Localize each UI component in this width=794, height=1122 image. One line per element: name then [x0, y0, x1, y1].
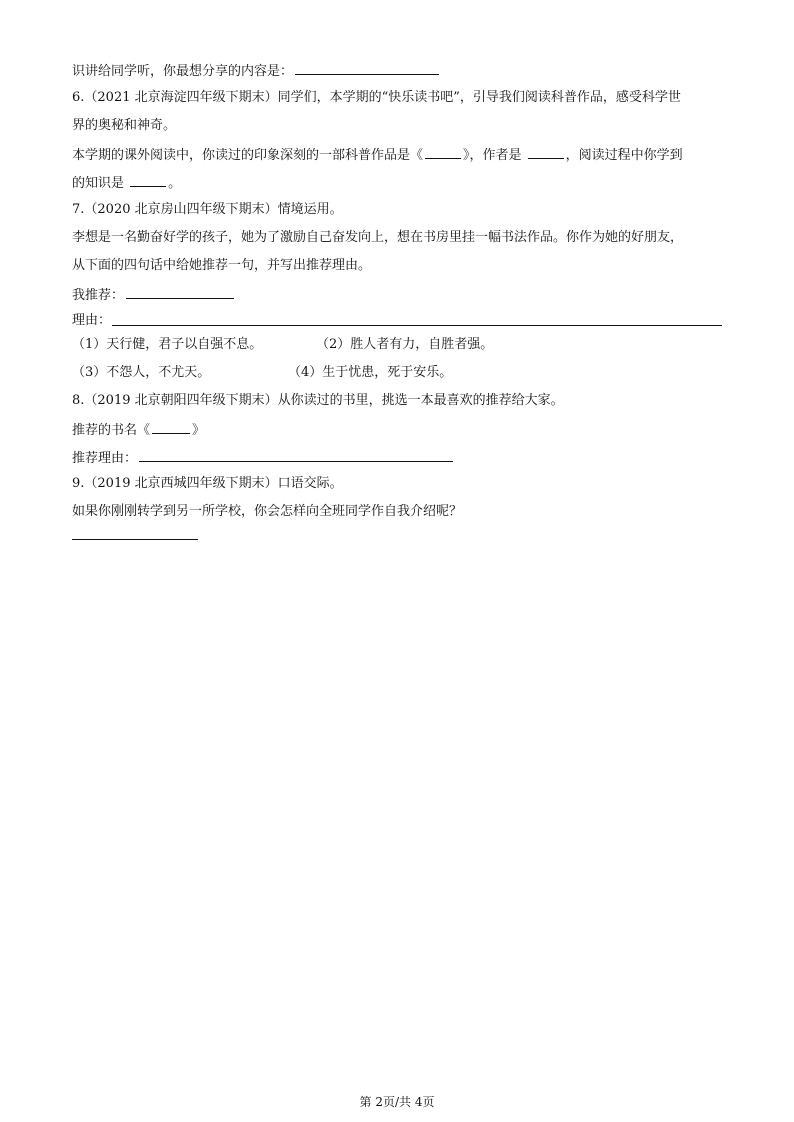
q7-heading: 7.（2020 北京房山四年级下期末）情境运用。: [72, 202, 343, 217]
q6-prompt-b: 》，作者是: [463, 148, 522, 163]
q9-heading: 9.（2019 北京西城四年级下期末）口语交际。: [72, 476, 343, 491]
q7-option-1: （1）天行健，君子以自强不息。: [72, 337, 263, 352]
share-answer-blank[interactable]: [295, 62, 439, 75]
q6-book-blank[interactable]: [425, 146, 461, 159]
q9-answer-blank[interactable]: [72, 539, 198, 540]
q7-body-line2: 从下面的四句话中给她推荐一句，并写出推荐理由。: [72, 258, 372, 273]
q6-heading-cont: 界的奥秘和神奇。: [72, 118, 177, 133]
q7-reason-line: [72, 313, 111, 329]
q7-option-4: （4）生于忧患，死于安乐。: [288, 365, 453, 380]
q9-body: 如果你刚刚转学到另一所学校，你会怎样向全班同学作自我介绍呢？: [72, 504, 463, 519]
q8-book-blank[interactable]: [152, 421, 190, 434]
q6-body-line2: [72, 174, 181, 192]
q7-body-line1: 李想是一名勤奋好学的孩子，她为了激励自己奋发向上，想在书房里挂一幅书法作品。你作为她的好朋友，: [72, 230, 684, 245]
q7-recommend-label: 我推荐：: [72, 288, 125, 303]
q8-reason-blank[interactable]: [139, 449, 453, 462]
q8-reason-label: 推荐理由：: [72, 451, 138, 466]
q6-prompt-a: 本学期的课外阅读中，你读过的印象深刻的一部科普作品是《: [72, 148, 424, 163]
q6-author-blank[interactable]: [528, 146, 564, 159]
line-share-content: [72, 62, 441, 80]
q7-option-2: （2）胜人者有力，自胜者强。: [316, 337, 494, 352]
q6-heading: 6.（2021 北京海淀四年级下期末）同学们，本学期的“快乐读书吧”，引导我们阅读科普作品，感受科学世: [72, 90, 681, 105]
q8-heading: 8.（2019 北京朝阳四年级下期末）从你读过的书里，挑选一本最喜欢的推荐给大家。: [72, 393, 564, 408]
share-prompt: 识讲给同学听，你最想分享的内容是：: [72, 64, 294, 79]
q7-reason-blank[interactable]: [112, 325, 722, 326]
q7-recommend-blank[interactable]: [126, 286, 234, 299]
q6-knowledge-blank[interactable]: [130, 174, 166, 187]
q6-period: 。: [168, 176, 182, 191]
q7-reason-label: 理由：: [72, 313, 112, 328]
q7-option-3: （3）不怨人，不尤天。: [72, 365, 211, 380]
q6-prompt-d: 的知识是: [72, 176, 125, 191]
q8-reason-line: [72, 449, 455, 467]
page-footer: 第 2页/共 4页: [359, 1095, 435, 1109]
q6-body-line1: [72, 146, 683, 164]
q8-book-label: 推荐的书名《: [72, 423, 151, 438]
q8-book-line: [72, 421, 205, 439]
q7-recommend-line: [72, 286, 236, 304]
q8-book-close: 》: [192, 423, 206, 438]
q6-prompt-c: ，阅读过程中你学到: [565, 148, 683, 163]
